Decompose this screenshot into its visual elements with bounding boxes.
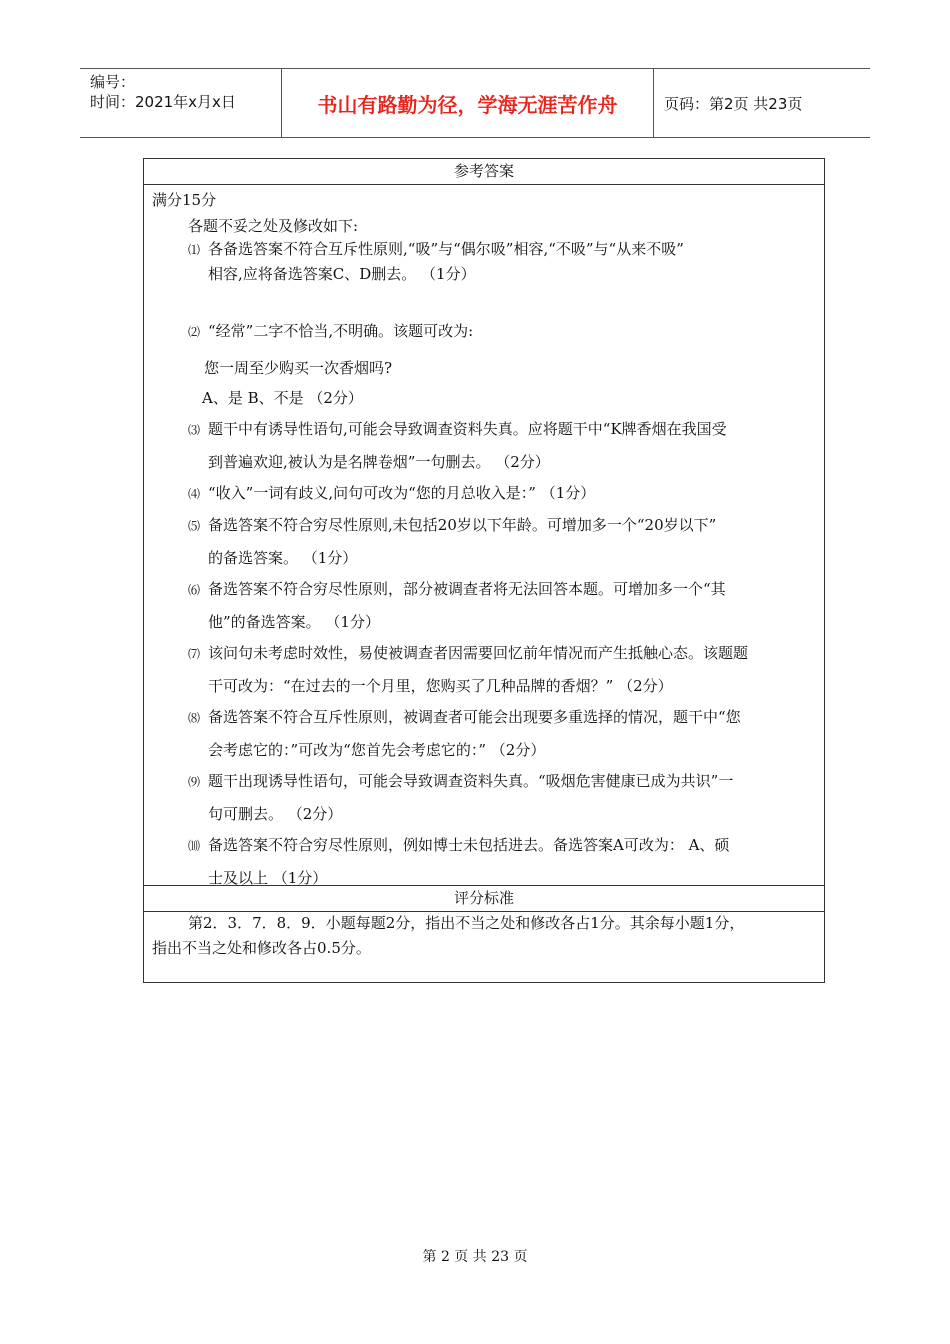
answer-item-7: ⑺ 该问句未考虑时效性，易使被调查者因需要回忆前年情况而产生抵触心态。该题题 干可改为：“在过去的一个月里，您购买了几种品牌的香烟？” （2分） (188, 644, 749, 695)
item2-options: A、是 B、不是 （2分） (202, 389, 363, 407)
criteria-title: 评分标准 (144, 885, 824, 912)
answer-item-5: ⑸ 备选答案不符合穷尽性原则,未包括20岁以下年龄。可增加多一个“20岁以下” 的备选答案。 （1分） (188, 516, 717, 567)
header-page-label: 页码：第2页 共23页 (664, 94, 803, 113)
answer-item-10: ⑽ 备选答案不符合穷尽性原则，例如博士未包括进去。备选答案A可改为： A、硕 士及以上 （1分） (188, 836, 730, 887)
answer-item-9: ⑼ 题干出现诱导性语句，可能会导致调查资料失真。“吸烟危害健康已成为共识”一 句可删去。 （2分） (188, 772, 734, 823)
page-header (80, 68, 870, 138)
answer-item-1: ⑴ 各备选答案不符合互斥性原则,“吸”与“偶尔吸”相容,“不吸”与“从来不吸” 相容,应将备选答案C、D删去。 （1分） (188, 240, 684, 283)
item2-question: 您一周至少购买一次香烟吗? (204, 359, 393, 377)
id-label: 编号： (90, 73, 136, 91)
full-score: 满分15分 (152, 191, 217, 209)
date-label: 时间：2021年x月x日 (90, 93, 236, 111)
answer-item-8: ⑻ 备选答案不符合互斥性原则，被调查者可能会出现要多重选择的情况，题干中“您 会考虑它的：”可改为“您首先会考虑它的：” （2分） (188, 708, 741, 759)
answer-item-4: ⑷ “收入”一词有歧义,问句可改为“您的月总收入是：” （1分） (188, 484, 596, 502)
header-motto: 书山有路勤为径，学海无涯苦作舟 (282, 69, 654, 137)
answer-item-3: ⑶ 题干中有诱导性语句,可能会导致调查资料失真。应将题干中“K牌香烟在我国受 到普遍欢迎,被认为是名牌卷烟”一句删去。 （2分） (188, 420, 727, 471)
answers-intro: 各题不妥之处及修改如下: (188, 217, 359, 235)
criteria-line-1: 第2．3．7．8．9．小题每题2分，指出不当之处和修改各占1分。其余每小题1分， (188, 914, 745, 932)
answers-title: 参考答案 (144, 159, 824, 185)
answer-item-6: ⑹ 备选答案不符合穷尽性原则，部分被调查者将无法回答本题。可增加多一个“其 他”的备选答案。 （1分） (188, 580, 726, 631)
answer-box (143, 158, 825, 983)
header-meta (80, 69, 282, 137)
answer-item-2: ⑵ “经常”二字不恰当,不明确。该题可改为: (188, 322, 474, 340)
criteria-line-2: 指出不当之处和修改各占0.5分。 (152, 939, 371, 957)
page-footer: 第 2 页 共 23 页 (422, 1249, 528, 1265)
criteria-text (152, 911, 816, 961)
